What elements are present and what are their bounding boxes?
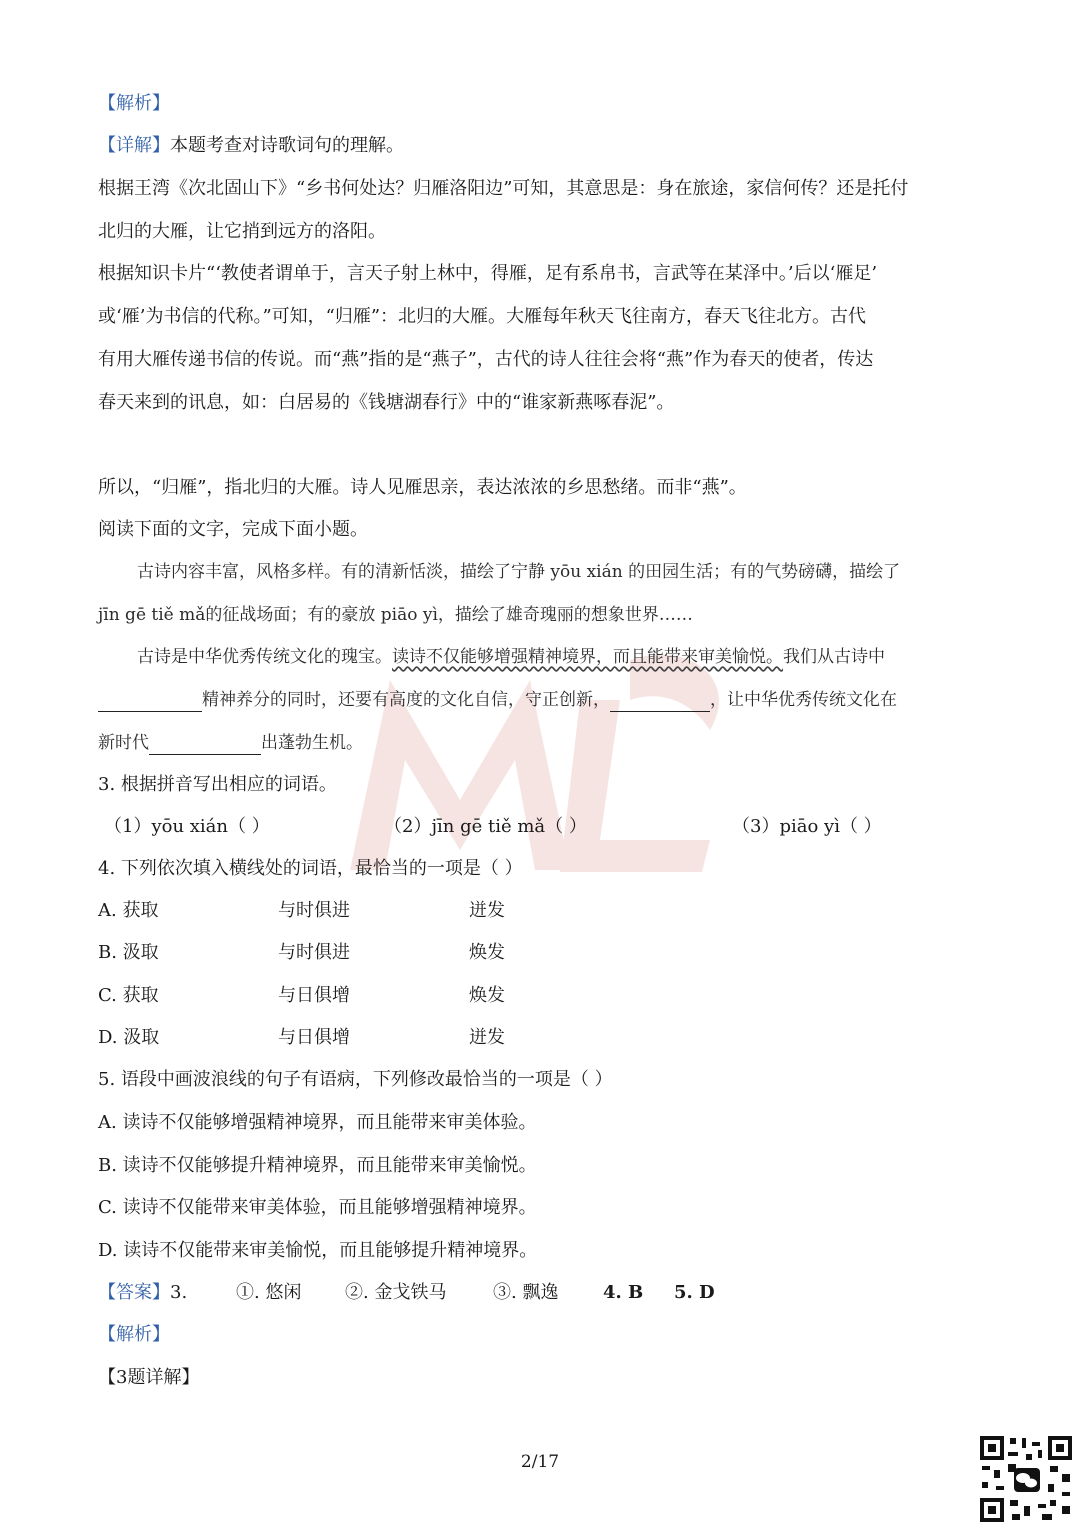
xiangjie-text: 本题考查对诗歌词句的理解。 <box>170 135 404 156</box>
passage-text: 出蓬勃生机。 <box>261 733 363 753</box>
passage-line: 古诗内容丰富，风格多样。有的清新恬淡，描绘了宁静 yōu xián 的田园生活；有的气势磅礴，描绘了 <box>137 562 901 582</box>
q4-option-col3: 迸发 <box>469 1027 505 1048</box>
passage-text: 新时代 <box>98 733 149 753</box>
q3-item-3: （3）piāo yì（ ） <box>732 816 882 837</box>
passage-line: jīn gē tiě mǎ的征战场面；有的豪放 piāo yì，描绘了雄奇瑰丽的想象世界…… <box>98 605 693 625</box>
detail-tag: 【3题详解】 <box>98 1367 200 1388</box>
q4-option-col3: 焕发 <box>469 985 505 1006</box>
analysis-line: 春天来到的讯息，如：白居易的《钱塘湖春行》中的“谁家新燕啄春泥”。 <box>98 392 675 413</box>
fill-blank-3 <box>149 736 261 755</box>
answer-item: ①. 悠闲 <box>236 1282 302 1303</box>
wavy-underlined-sentence: 读诗不仅能够增强精神境界，而且能带来审美愉悦。 <box>392 647 783 667</box>
xiangjie-tag: 【详解】 <box>98 135 170 156</box>
conclusion: 所以，“归雁”，指北归的大雁。诗人见雁思亲，表达浓浓的乡思愁绪。而非“燕”。 <box>98 477 747 498</box>
q3-item-1: （1）yōu xián（ ） <box>104 816 270 837</box>
q4-stem: 4. 下列依次填入横线处的词语，最恰当的一项是（ ） <box>98 858 523 879</box>
answer-item: 5. D <box>674 1282 715 1303</box>
q4-option-col2: 与日俱增 <box>278 985 350 1006</box>
fill-blank-1 <box>98 693 202 712</box>
passage-text: ，让中华优秀传统文化在 <box>710 690 897 710</box>
jiexi-tag: 【解析】 <box>98 93 170 114</box>
q3-item-2: （2）jīn gē tiě mǎ（ ） <box>384 816 587 837</box>
passage-text: 我们从古诗中 <box>783 647 885 667</box>
answer-line <box>98 1281 187 1305</box>
passage-line <box>137 645 885 669</box>
analysis-line: 根据知识卡片“‘教使者谓单于，言天子射上林中，得雁，足有系帛书，言武等在某泽中。’后以‘雁足’ <box>98 263 878 284</box>
q4-option-col2: 与时俱进 <box>278 942 350 963</box>
q3-stem: 3. 根据拼音写出相应的词语。 <box>98 774 337 795</box>
answer-item: ③. 飘逸 <box>493 1282 559 1303</box>
q4-option-col3: 迸发 <box>469 900 505 921</box>
answer-item: ②. 金戈铁马 <box>345 1282 447 1303</box>
q5-option: A. 读诗不仅能够增强精神境界，而且能带来审美体验。 <box>98 1112 537 1133</box>
qr-code-icon <box>978 1434 1074 1524</box>
passage-line <box>98 731 363 755</box>
q5-option: C. 读诗不仅能带来审美体验，而且能够增强精神境界。 <box>98 1197 537 1218</box>
q5-option: D. 读诗不仅能带来审美愉悦，而且能够提升精神境界。 <box>98 1240 538 1261</box>
q4-option-label: A. 获取 <box>98 900 159 921</box>
q4-option-col2: 与日俱增 <box>278 1027 350 1048</box>
answer-tag: 【答案】 <box>98 1282 170 1303</box>
q5-option: B. 读诗不仅能够提升精神境界，而且能带来审美愉悦。 <box>98 1155 537 1176</box>
q4-option-label: B. 汲取 <box>98 942 159 963</box>
q4-option-col3: 焕发 <box>469 942 505 963</box>
q4-option-label: D. 汲取 <box>98 1027 160 1048</box>
passage-text: 古诗是中华优秀传统文化的瑰宝。 <box>137 647 392 667</box>
xiangjie-line <box>98 134 404 158</box>
passage-text: 精神养分的同时，还要有高度的文化自信，守正创新， <box>202 690 610 710</box>
answer-item: 4. B <box>603 1282 644 1303</box>
passage-line <box>98 688 897 712</box>
analysis-line: 有用大雁传递书信的传说。而“燕”指的是“燕子”，古代的诗人往往会将“燕”作为春天的使者，传达 <box>98 349 874 370</box>
answer-q3-label: 3. <box>170 1282 188 1303</box>
analysis-line: 根据王湾《次北固山下》“乡书何处达？归雁洛阳边”可知，其意思是：身在旅途，家信何传？还是托付 <box>98 178 909 199</box>
reading-instruction: 阅读下面的文字，完成下面小题。 <box>98 519 368 540</box>
ml-logo-watermark-icon <box>330 640 750 890</box>
analysis-line: 北归的大雁，让它捎到远方的洛阳。 <box>98 221 386 242</box>
q4-option-col2: 与时俱进 <box>278 900 350 921</box>
fill-blank-2 <box>610 693 710 712</box>
q4-option-label: C. 获取 <box>98 985 159 1006</box>
jiexi-tag: 【解析】 <box>98 1324 170 1345</box>
page-number: 2/17 <box>520 1452 560 1472</box>
q5-stem: 5. 语段中画波浪线的句子有语病，下列修改最恰当的一项是（ ） <box>98 1069 613 1090</box>
analysis-line: 或‘雁’为书信的代称。”可知，“归雁”：北归的大雁。大雁每年秋天飞往南方，春天飞往北方。古代 <box>98 306 867 327</box>
